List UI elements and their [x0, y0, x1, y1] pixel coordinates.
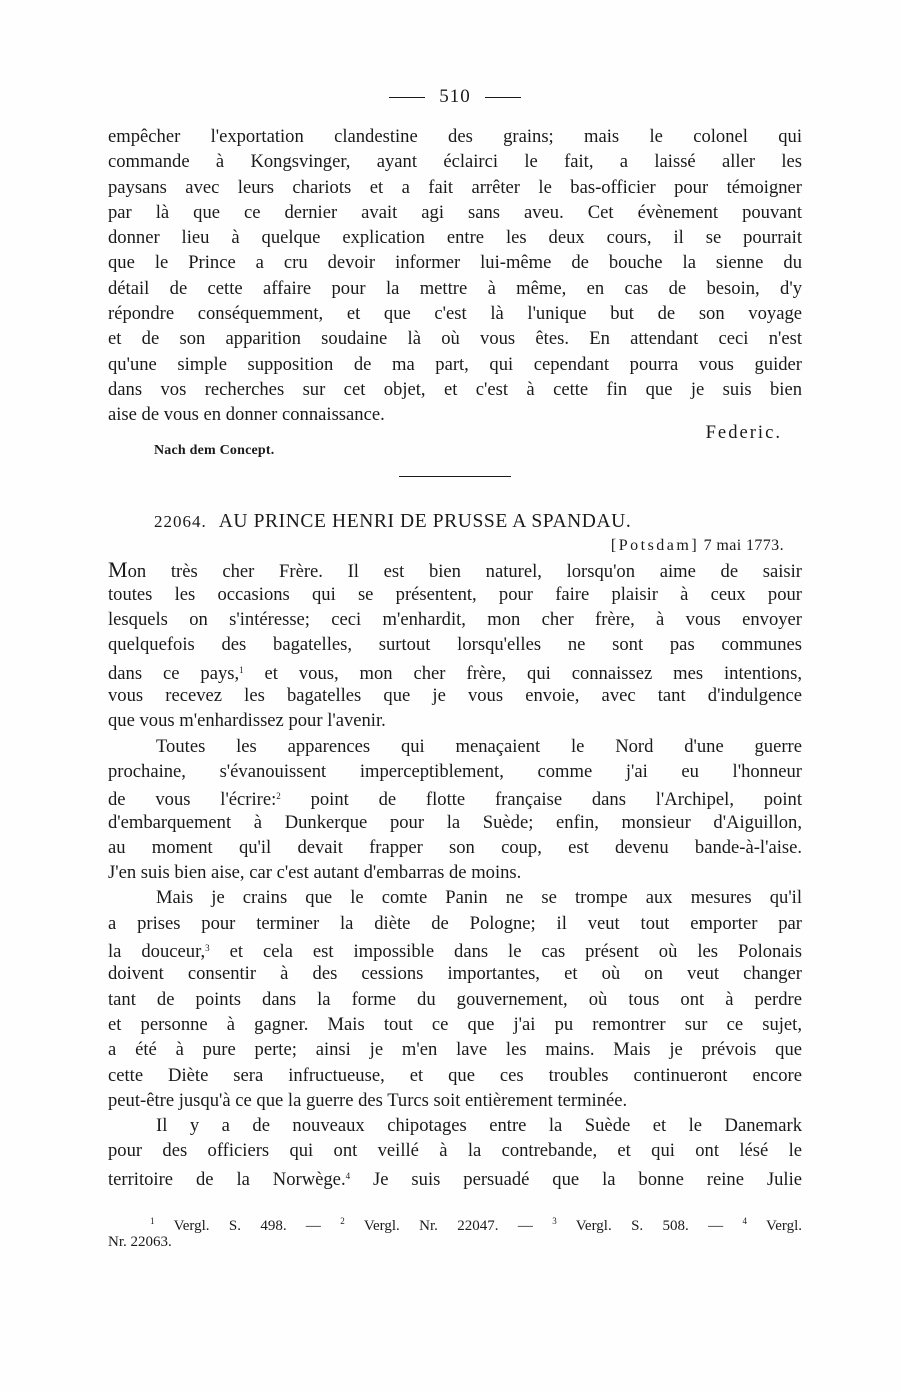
footnote-mark: 2	[276, 791, 281, 802]
footnote-mark: 4	[345, 1170, 351, 1181]
signature: Federic.	[705, 421, 782, 443]
text-line: détail de cette affaire pour la mettre à même, en cas de besoin, d'y	[108, 277, 802, 299]
text-line: que le Prince a cru devoir informer lui-même de bouche la sienne du	[108, 252, 802, 274]
section-divider	[399, 476, 511, 477]
text-line: peut-être jusqu'à ce que la guerre des Turcs soit entièrement terminée.	[108, 1089, 628, 1111]
folio-dash-right	[485, 97, 521, 98]
folio-number: 510	[439, 86, 471, 107]
text-line: de vous l'écrire:$^2$ point de flotte française dans l'Archipel, point	[108, 789, 802, 810]
footnote-line: Nr. 22063.	[108, 1233, 172, 1250]
text-line: dans ce pays,$^1$ et vous, mon cher frère, qui connaissez mes intentions,	[108, 662, 802, 684]
book-page	[108, 84, 802, 1253]
footnote-number: 2	[340, 1215, 345, 1226]
text-line: Mais je crains que le comte Panin ne se trompe aux mesures qu'il	[156, 887, 802, 909]
text-line: doivent consentir à des cessions importantes, et où on veut changer	[108, 963, 802, 985]
text-line: tant de points dans la forme du gouvernement, où tous ont à perdre	[108, 988, 802, 1010]
text-line: répondre conséquemment, et que c'est là l'unique but de son voyage	[108, 303, 802, 325]
text-line: cette Diète sera infructueuse, et que ces troubles continueront encore	[108, 1064, 802, 1086]
text-line: la douceur,$^3$ et cela est impossible dans le cas présent où les Polonais	[108, 941, 802, 962]
folio-dash-left	[389, 97, 425, 98]
page-number	[108, 84, 802, 110]
text-line: pour des officiers qui ont veillé à la contrebande, et qui ont lésé le	[108, 1140, 802, 1162]
text-line: aise de vous en donner connaissance.	[108, 404, 385, 426]
letter-body	[108, 557, 802, 1189]
text-line: et de son apparition soudaine là où vous êtes. En attendant ceci n'est	[108, 328, 802, 350]
text-line: par là que ce dernier avait agi sans aveu. Cet évènement pouvant	[108, 201, 802, 223]
text-line: empêcher l'exportation clandestine des grains; mais le colonel qui	[108, 126, 802, 147]
text-line: donner lieu à quelque explication entre les deux cours, il se pourrait	[108, 227, 802, 249]
text-line: a prises pour terminer la diète de Pologne; il veut tout emporter par	[108, 912, 802, 934]
text-line: d'embarquement à Dunkerque pour la Suède; enfin, monsieur d'Aiguillon,	[108, 811, 802, 833]
text-line: J'en suis bien aise, car c'est autant d'embarras de moins.	[108, 862, 522, 884]
letter-heading	[108, 511, 802, 533]
source-note: Nach dem Concept.	[154, 442, 275, 458]
text-line: toutes les occasions qui se présentent, pour faire plaisir à ceux pour	[108, 583, 802, 605]
text-line: et personne à gagner. Mais tout ce que j'ai pu remontrer sur ce sujet,	[108, 1013, 802, 1035]
closing-row	[108, 421, 802, 462]
text-line: que vous m'enhardissez pour l'avenir.	[108, 710, 386, 732]
footnote-mark: 1	[239, 664, 244, 675]
footnote-number: 3	[552, 1215, 557, 1226]
footnote-number: 4	[742, 1215, 747, 1226]
letter-number: 22064.	[154, 511, 207, 531]
text-line: Il y a de nouveaux chipotages entre la Suède et le Danemark	[156, 1115, 802, 1137]
text-line: a été à pure perte; ainsi je m'en lave les mains. Mais je prévois que	[108, 1039, 802, 1061]
text-line: au moment qu'il devait frapper son coup, est devenu bande-à-l'aise.	[108, 836, 802, 858]
footnote-mark: 3	[205, 943, 210, 954]
text-line: lesquels on s'intéresse; ceci m'enhardit, mon cher frère, à vous envoyer	[108, 609, 802, 631]
dateline-date: 7 mai 1773.	[703, 536, 784, 554]
text-line: Mon très cher Frère. Il est bien naturel, lorsqu'on aime de saisir	[108, 556, 802, 582]
footnotes	[108, 1211, 802, 1253]
footnote-line: $^1$ Vergl. S. 498. — $^2$ Vergl. Nr. 22047. — $^3$ Vergl. S. 508. — $^4$ Vergl.	[150, 1215, 802, 1234]
text-line: paysans avec leurs chariots et a fait arrêter le bas-officier pour témoigner	[108, 176, 802, 198]
text-line: prochaine, s'évanouissent imperceptiblement, comme j'ai eu l'honneur	[108, 760, 802, 782]
text-line: commande à Kongsvinger, ayant éclairci le fait, a laissé aller les	[108, 151, 802, 173]
text-line: Toutes les apparences qui menaçaient le Nord d'une guerre	[156, 735, 802, 757]
footnote-number: 1	[150, 1215, 155, 1226]
letter-title: AU PRINCE HENRI DE PRUSSE A SPANDAU.	[218, 510, 632, 532]
initial-letter: M	[108, 556, 128, 582]
text-line: territoire de la Norwège.$^4$ Je suis persuadé que la bonne reine Julie	[108, 1168, 802, 1189]
text-line: qu'une simple supposition de ma part, qui cependant pourra vous guider	[108, 353, 802, 375]
dateline-place: [Potsdam]	[610, 536, 700, 554]
dateline	[108, 537, 784, 555]
previous-letter-ending	[108, 124, 802, 462]
text-line: quelquefois des bagatelles, surtout lorsqu'elles ne sont pas communes	[108, 634, 802, 656]
text-line: dans vos recherches sur cet objet, et c'est à cette fin que je suis bien	[108, 378, 802, 400]
text-line: vous recevez les bagatelles que je vous envoie, avec tant d'indulgence	[108, 685, 802, 707]
